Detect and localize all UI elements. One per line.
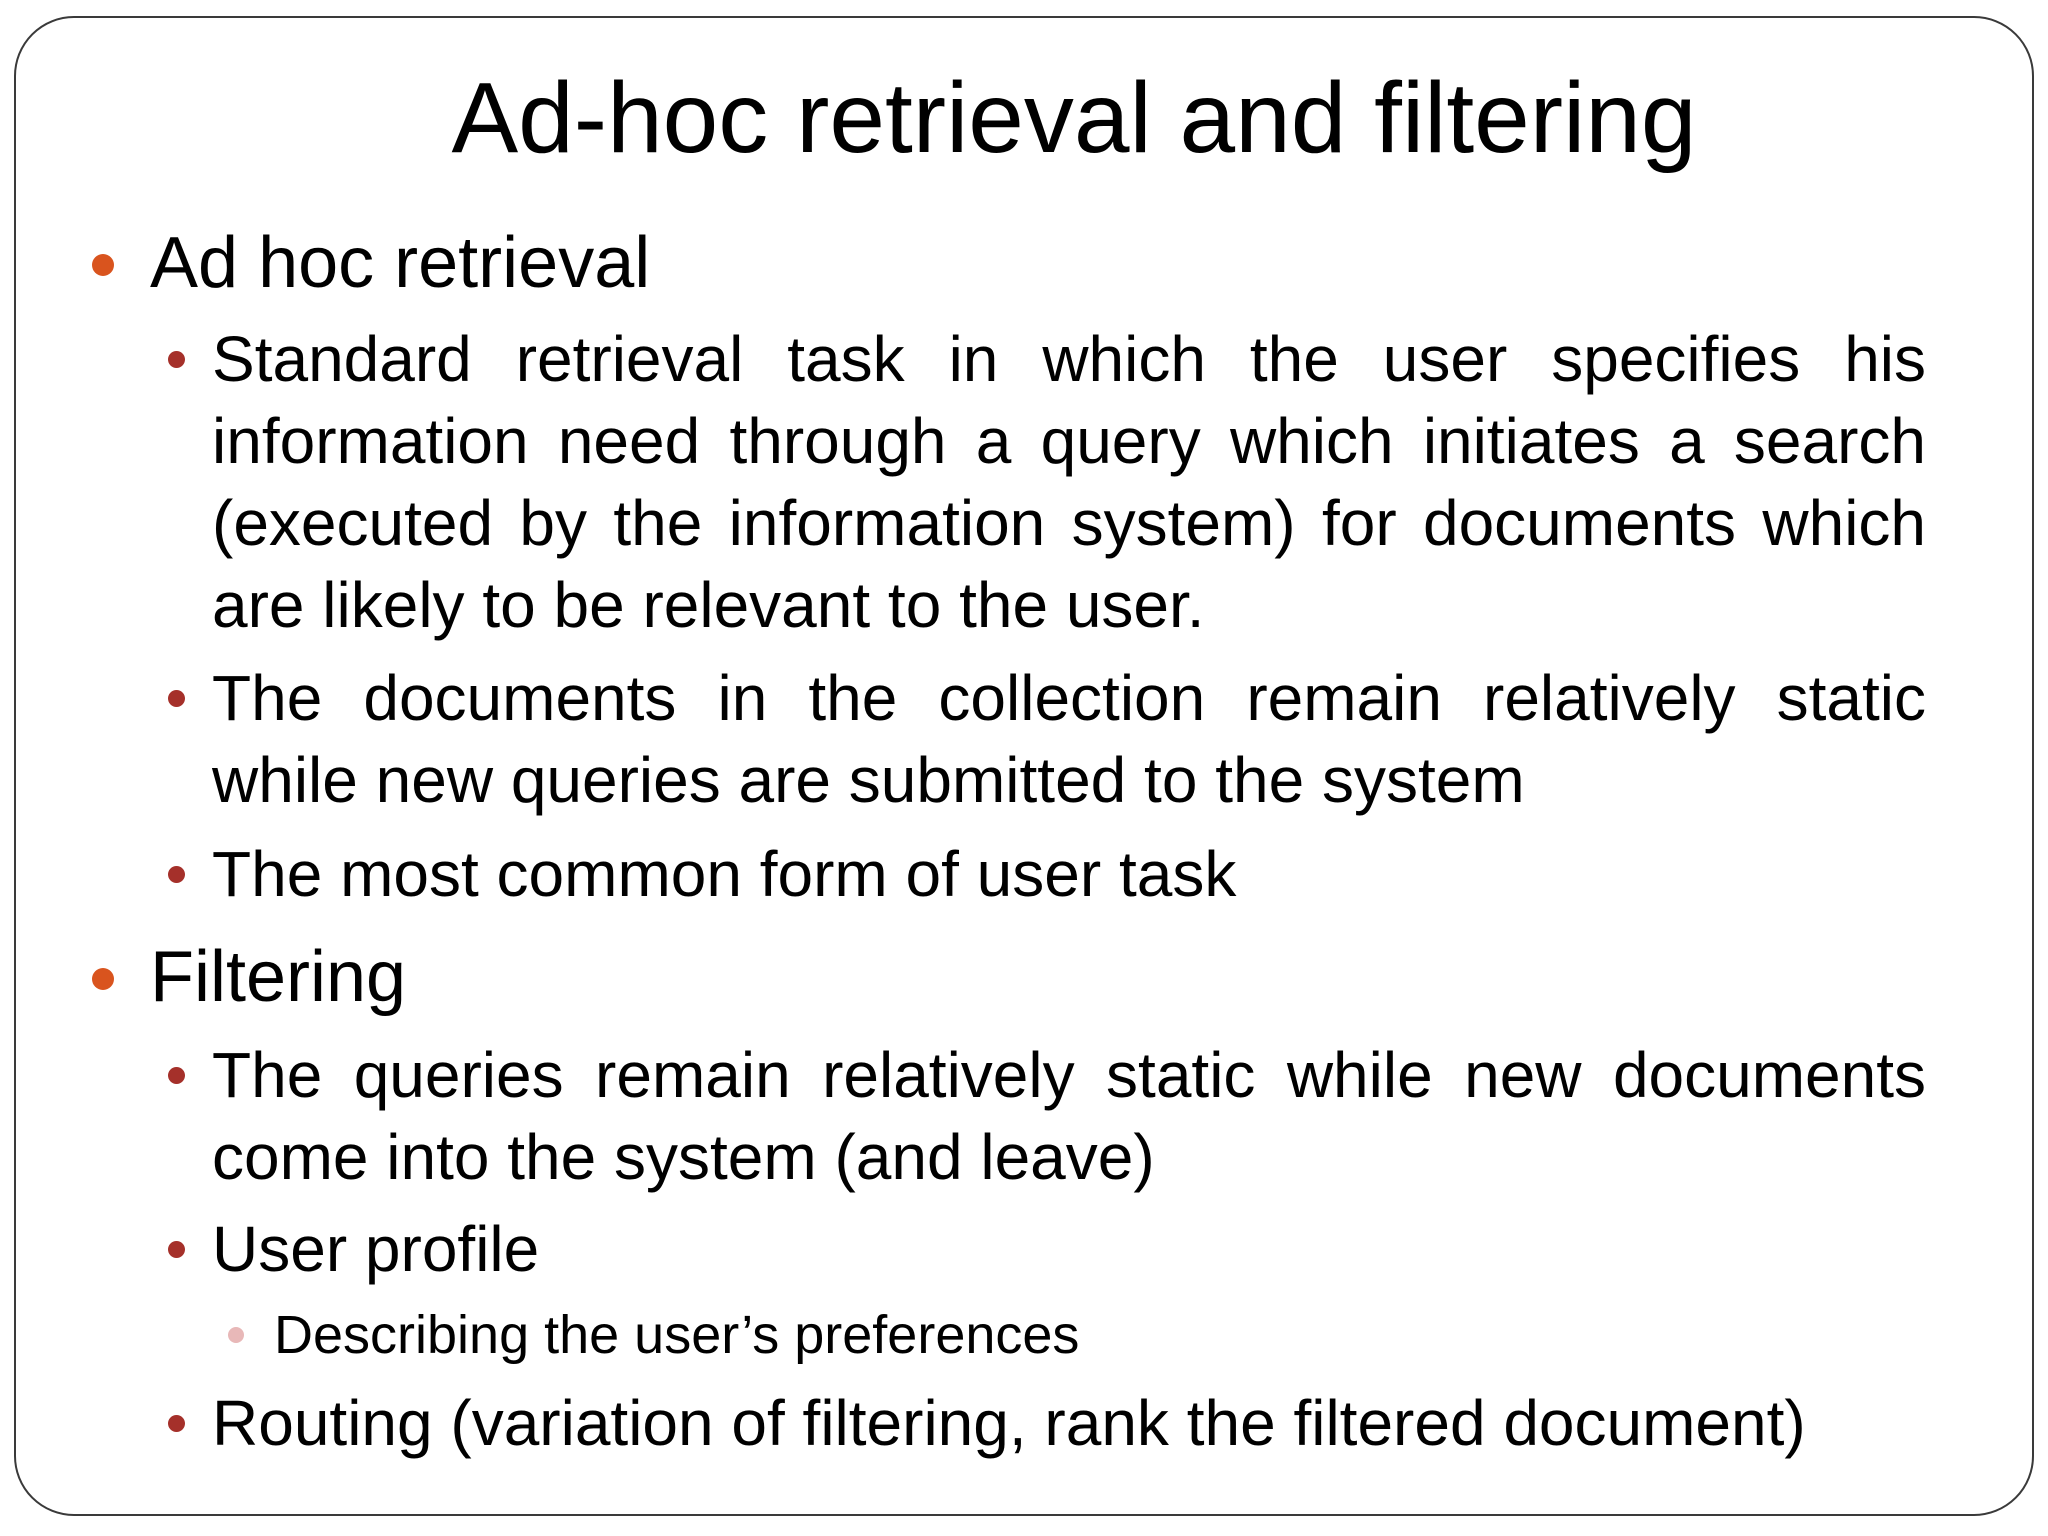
bullet-text: The queries remain relatively static while new documents come into the system (and leave) bbox=[212, 1039, 1926, 1193]
level1-bullet-icon bbox=[92, 254, 114, 276]
level2-bullet-icon bbox=[168, 1241, 185, 1258]
section-heading-text: Filtering bbox=[150, 937, 407, 1017]
bullet-text: The documents in the collection remain relatively static while new queries are submitted to the system bbox=[212, 662, 1926, 816]
level2-bullet-icon bbox=[168, 690, 185, 707]
sub-bullet-text: Describing the user’s preferences bbox=[274, 1305, 1080, 1365]
slide-title: Ad-hoc retrieval and filtering bbox=[451, 62, 1697, 174]
level2-bullet-icon bbox=[168, 351, 185, 368]
level3-bullet-icon bbox=[228, 1327, 244, 1343]
level2-bullet-icon bbox=[168, 1415, 185, 1432]
level2-bullet-icon bbox=[168, 1067, 185, 1084]
section-heading-text: Ad hoc retrieval bbox=[150, 223, 651, 303]
bullet-text: The most common form of user task bbox=[212, 838, 1237, 910]
level1-bullet-icon bbox=[92, 968, 114, 990]
level2-bullet-icon bbox=[168, 866, 185, 883]
bullet-text: Standard retrieval task in which the user specifies his information need through a query which initiates a search (executed by the information system) for documents which are likely to be relevant to the user. bbox=[212, 323, 1926, 641]
bullet-text: User profile bbox=[212, 1213, 540, 1285]
bullet-text: Routing (variation of filtering, rank the filtered document) bbox=[212, 1387, 1806, 1459]
